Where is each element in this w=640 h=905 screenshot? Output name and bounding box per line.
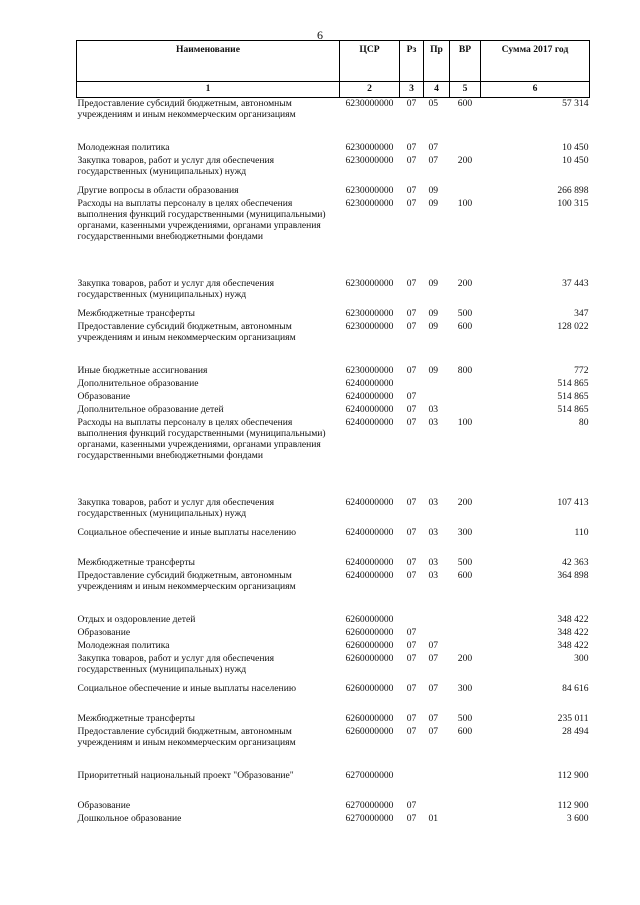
cell-rz: 07 bbox=[406, 496, 417, 508]
cell-sum: 110 bbox=[574, 526, 589, 538]
cell-sum: 514 865 bbox=[557, 377, 589, 389]
cell-rz: 07 bbox=[406, 307, 417, 319]
cell-name: Межбюджетные трансферты bbox=[77, 712, 195, 724]
column-number: 2 bbox=[340, 82, 400, 98]
column-number: 1 bbox=[77, 82, 340, 98]
cell-name: Предоставление субсидий бюджетным, автономным учреждениям и иным некоммерческим организациям bbox=[77, 320, 296, 343]
cell-rz: 07 bbox=[406, 682, 417, 694]
column-number: 4 bbox=[424, 82, 450, 98]
cell-pr: 09 bbox=[428, 184, 439, 196]
cell-name: Другие вопросы в области образования bbox=[77, 184, 239, 196]
page-number: 6 bbox=[317, 28, 323, 42]
header-vr: ВР bbox=[450, 41, 481, 82]
table-row bbox=[77, 770, 590, 800]
table-row bbox=[77, 404, 590, 417]
cell-vr: 300 bbox=[457, 682, 473, 694]
cell-name: Дошкольное образование bbox=[77, 812, 182, 824]
cell-pr: 03 bbox=[428, 496, 439, 508]
cell-rz: 07 bbox=[406, 639, 417, 651]
table-row bbox=[77, 185, 590, 198]
cell-name: Закупка товаров, работ и услуг для обеспечения государственных (муниципальных) нужд bbox=[77, 154, 275, 177]
cell-pr: 09 bbox=[428, 307, 439, 319]
cell-rz: 07 bbox=[406, 626, 417, 638]
table-row bbox=[77, 713, 590, 726]
cell-pr bbox=[424, 770, 450, 800]
cell-csr: 6230000000 bbox=[345, 154, 394, 166]
cell-rz: 07 bbox=[406, 320, 417, 332]
cell-name: Закупка товаров, работ и услуг для обеспечения государственных (муниципальных) нужд bbox=[77, 277, 275, 300]
table-row bbox=[77, 813, 590, 826]
table-row bbox=[77, 800, 590, 813]
cell-pr: 03 bbox=[428, 569, 439, 581]
cell-vr: 500 bbox=[457, 712, 473, 724]
cell-vr: 100 bbox=[457, 197, 473, 209]
cell-rz: 07 bbox=[406, 652, 417, 664]
cell-name: Предоставление субсидий бюджетным, автономным учреждениям и иным некоммерческим организациям bbox=[77, 569, 296, 592]
table-row bbox=[77, 627, 590, 640]
cell-csr: 6230000000 bbox=[345, 184, 394, 196]
cell-csr: 6240000000 bbox=[345, 569, 394, 581]
cell-name: Межбюджетные трансферты bbox=[77, 307, 195, 319]
cell-csr: 6260000000 bbox=[345, 626, 394, 638]
cell-sum: 128 022 bbox=[557, 320, 589, 332]
table-row bbox=[77, 365, 590, 378]
cell-pr: 03 bbox=[428, 526, 439, 538]
cell-sum: 84 616 bbox=[562, 682, 589, 694]
cell-pr bbox=[424, 800, 450, 813]
cell-pr bbox=[424, 614, 450, 627]
cell-rz: 07 bbox=[406, 526, 417, 538]
cell-sum: 100 315 bbox=[557, 197, 589, 209]
cell-csr: 6240000000 bbox=[345, 526, 394, 538]
cell-vr bbox=[450, 627, 481, 640]
cell-sum: 772 bbox=[574, 364, 589, 376]
table-row bbox=[77, 640, 590, 653]
cell-vr bbox=[450, 640, 481, 653]
cell-rz: 07 bbox=[406, 725, 417, 737]
cell-vr: 100 bbox=[457, 416, 473, 428]
cell-name: Расходы на выплаты персоналу в целях обеспечения выполнения функций государственными (муниципальными) органами, казенными учреждениями, органами управления государственными внебюджетными фондами bbox=[77, 416, 326, 461]
cell-rz: 07 bbox=[406, 197, 417, 209]
cell-rz: 07 bbox=[406, 154, 417, 166]
table-row bbox=[77, 98, 590, 142]
cell-pr: 03 bbox=[428, 556, 439, 568]
cell-sum: 514 865 bbox=[557, 390, 589, 402]
cell-sum: 107 413 bbox=[557, 496, 589, 508]
cell-pr: 03 bbox=[428, 403, 439, 415]
cell-name: Молодежная политика bbox=[77, 639, 170, 651]
cell-rz: 07 bbox=[406, 277, 417, 289]
cell-sum: 3 600 bbox=[566, 812, 589, 824]
cell-vr: 500 bbox=[457, 556, 473, 568]
cell-csr: 6270000000 bbox=[345, 812, 394, 824]
table-row bbox=[77, 557, 590, 570]
cell-sum: 80 bbox=[578, 416, 589, 428]
cell-pr: 09 bbox=[428, 277, 439, 289]
cell-rz: 07 bbox=[406, 141, 417, 153]
cell-name: Предоставление субсидий бюджетным, автономным учреждениям и иным некоммерческим организациям bbox=[77, 98, 296, 120]
cell-csr: 6230000000 bbox=[345, 98, 394, 109]
cell-sum: 28 494 bbox=[562, 725, 589, 737]
cell-sum: 348 422 bbox=[557, 626, 589, 638]
cell-pr: 01 bbox=[428, 812, 439, 824]
cell-sum: 347 bbox=[574, 307, 589, 319]
cell-name: Расходы на выплаты персоналу в целях обеспечения выполнения функций государственными (муниципальными) органами, казенными учреждениями, органами управления государственными внебюджетными фондами bbox=[77, 197, 326, 242]
cell-name: Образование bbox=[77, 799, 131, 811]
cell-name: Молодежная политика bbox=[77, 141, 170, 153]
cell-sum: 42 363 bbox=[562, 556, 589, 568]
cell-pr: 07 bbox=[428, 712, 439, 724]
cell-csr: 6240000000 bbox=[345, 556, 394, 568]
cell-rz: 07 bbox=[406, 556, 417, 568]
cell-vr: 200 bbox=[457, 496, 473, 508]
cell-vr bbox=[450, 614, 481, 627]
cell-vr bbox=[450, 404, 481, 417]
cell-vr bbox=[450, 391, 481, 404]
cell-pr: 07 bbox=[428, 725, 439, 737]
cell-sum: 37 443 bbox=[562, 277, 589, 289]
cell-sum: 57 314 bbox=[562, 98, 589, 109]
cell-rz: 07 bbox=[406, 569, 417, 581]
cell-pr bbox=[424, 378, 450, 391]
cell-csr: 6260000000 bbox=[345, 682, 394, 694]
cell-sum: 300 bbox=[574, 652, 589, 664]
table-row bbox=[77, 378, 590, 391]
cell-csr: 6230000000 bbox=[345, 277, 394, 289]
cell-csr: 6240000000 bbox=[345, 377, 394, 389]
cell-name: Социальное обеспечение и иные выплаты населению bbox=[77, 682, 296, 694]
cell-name: Дополнительное образование детей bbox=[77, 403, 224, 415]
cell-name: Приоритетный национальный проект "Образование" bbox=[77, 769, 294, 781]
cell-vr: 200 bbox=[457, 652, 473, 664]
cell-csr: 6260000000 bbox=[345, 652, 394, 664]
cell-vr: 300 bbox=[457, 526, 473, 538]
table-row bbox=[77, 142, 590, 155]
cell-rz: 07 bbox=[406, 403, 417, 415]
cell-pr: 07 bbox=[428, 652, 439, 664]
cell-csr: 6230000000 bbox=[345, 320, 394, 332]
cell-pr: 07 bbox=[428, 154, 439, 166]
table-row bbox=[77, 321, 590, 365]
cell-vr bbox=[450, 142, 481, 155]
cell-csr: 6240000000 bbox=[345, 496, 394, 508]
cell-csr: 6260000000 bbox=[345, 712, 394, 724]
column-number: 5 bbox=[450, 82, 481, 98]
cell-name: Закупка товаров, работ и услуг для обеспечения государственных (муниципальных) нужд bbox=[77, 496, 275, 519]
cell-name: Образование bbox=[77, 390, 131, 402]
cell-pr: 09 bbox=[428, 197, 439, 209]
cell-vr: 600 bbox=[457, 98, 473, 109]
cell-name: Закупка товаров, работ и услуг для обеспечения государственных (муниципальных) нужд bbox=[77, 652, 275, 675]
cell-csr: 6270000000 bbox=[345, 769, 394, 781]
cell-csr: 6270000000 bbox=[345, 799, 394, 811]
cell-rz: 07 bbox=[406, 799, 417, 811]
cell-rz bbox=[400, 378, 424, 391]
cell-pr: 09 bbox=[428, 320, 439, 332]
table-row bbox=[77, 278, 590, 308]
cell-vr bbox=[450, 800, 481, 813]
cell-name: Дополнительное образование bbox=[77, 377, 199, 389]
cell-name: Межбюджетные трансферты bbox=[77, 556, 195, 568]
table-row bbox=[77, 653, 590, 683]
cell-csr: 6260000000 bbox=[345, 725, 394, 737]
header-row bbox=[77, 41, 590, 82]
cell-vr: 600 bbox=[457, 725, 473, 737]
cell-rz bbox=[400, 770, 424, 800]
cell-name: Отдых и оздоровление детей bbox=[77, 613, 196, 625]
cell-csr: 6230000000 bbox=[345, 364, 394, 376]
cell-name: Социальное обеспечение и иные выплаты населению bbox=[77, 526, 296, 538]
cell-pr: 07 bbox=[428, 682, 439, 694]
cell-pr: 03 bbox=[428, 416, 439, 428]
cell-pr: 07 bbox=[428, 141, 439, 153]
cell-csr: 6260000000 bbox=[345, 613, 394, 625]
cell-pr bbox=[424, 391, 450, 404]
cell-csr: 6230000000 bbox=[345, 307, 394, 319]
cell-rz: 07 bbox=[406, 98, 417, 109]
header-name: Наименование bbox=[77, 41, 340, 82]
table-row bbox=[77, 308, 590, 321]
column-number: 3 bbox=[400, 82, 424, 98]
header-rz: Рз bbox=[400, 41, 424, 82]
cell-rz: 07 bbox=[406, 416, 417, 428]
cell-sum: 348 422 bbox=[557, 639, 589, 651]
cell-sum: 10 450 bbox=[562, 141, 589, 153]
cell-vr bbox=[450, 813, 481, 826]
cell-rz: 07 bbox=[406, 712, 417, 724]
cell-sum: 235 011 bbox=[557, 712, 589, 724]
cell-sum: 514 865 bbox=[557, 403, 589, 415]
cell-vr: 600 bbox=[457, 320, 473, 332]
cell-vr bbox=[450, 378, 481, 391]
cell-vr bbox=[450, 185, 481, 198]
header-csr: ЦСР bbox=[340, 41, 400, 82]
cell-rz bbox=[400, 614, 424, 627]
cell-name: Иные бюджетные ассигнования bbox=[77, 364, 208, 376]
table-row bbox=[77, 497, 590, 527]
table-row bbox=[77, 417, 590, 497]
cell-rz: 07 bbox=[406, 390, 417, 402]
cell-vr: 800 bbox=[457, 364, 473, 376]
cell-vr: 200 bbox=[457, 277, 473, 289]
cell-sum: 112 900 bbox=[557, 769, 589, 781]
cell-sum: 10 450 bbox=[562, 154, 589, 166]
cell-csr: 6240000000 bbox=[345, 416, 394, 428]
budget-table bbox=[76, 40, 590, 826]
cell-sum: 348 422 bbox=[557, 613, 589, 625]
cell-csr: 6260000000 bbox=[345, 639, 394, 651]
cell-csr: 6230000000 bbox=[345, 197, 394, 209]
cell-pr bbox=[424, 627, 450, 640]
table-row bbox=[77, 527, 590, 557]
column-number-row bbox=[77, 82, 590, 98]
table-header bbox=[77, 41, 590, 98]
table-body bbox=[77, 98, 590, 826]
cell-pr: 09 bbox=[428, 364, 439, 376]
table-row bbox=[77, 155, 590, 185]
cell-csr: 6230000000 bbox=[345, 141, 394, 153]
cell-name: Предоставление субсидий бюджетным, автономным учреждениям и иным некоммерческим организациям bbox=[77, 725, 296, 748]
header-sum: Сумма 2017 год bbox=[481, 41, 590, 82]
cell-pr: 07 bbox=[428, 639, 439, 651]
table-row bbox=[77, 391, 590, 404]
table-row bbox=[77, 614, 590, 627]
table-row bbox=[77, 198, 590, 278]
cell-vr: 200 bbox=[457, 154, 473, 166]
cell-pr: 05 bbox=[428, 98, 439, 109]
table-row bbox=[77, 570, 590, 614]
header-pr: Пр bbox=[424, 41, 450, 82]
cell-vr: 600 bbox=[457, 569, 473, 581]
cell-rz: 07 bbox=[406, 812, 417, 824]
table-row bbox=[77, 726, 590, 770]
cell-csr: 6240000000 bbox=[345, 390, 394, 402]
table-row bbox=[77, 683, 590, 713]
cell-csr: 6240000000 bbox=[345, 403, 394, 415]
cell-vr bbox=[450, 770, 481, 800]
cell-rz: 07 bbox=[406, 364, 417, 376]
column-number: 6 bbox=[481, 82, 590, 98]
cell-vr: 500 bbox=[457, 307, 473, 319]
cell-rz: 07 bbox=[406, 184, 417, 196]
cell-sum: 266 898 bbox=[557, 184, 589, 196]
cell-name: Образование bbox=[77, 626, 131, 638]
cell-sum: 112 900 bbox=[557, 799, 589, 811]
cell-sum: 364 898 bbox=[557, 569, 589, 581]
